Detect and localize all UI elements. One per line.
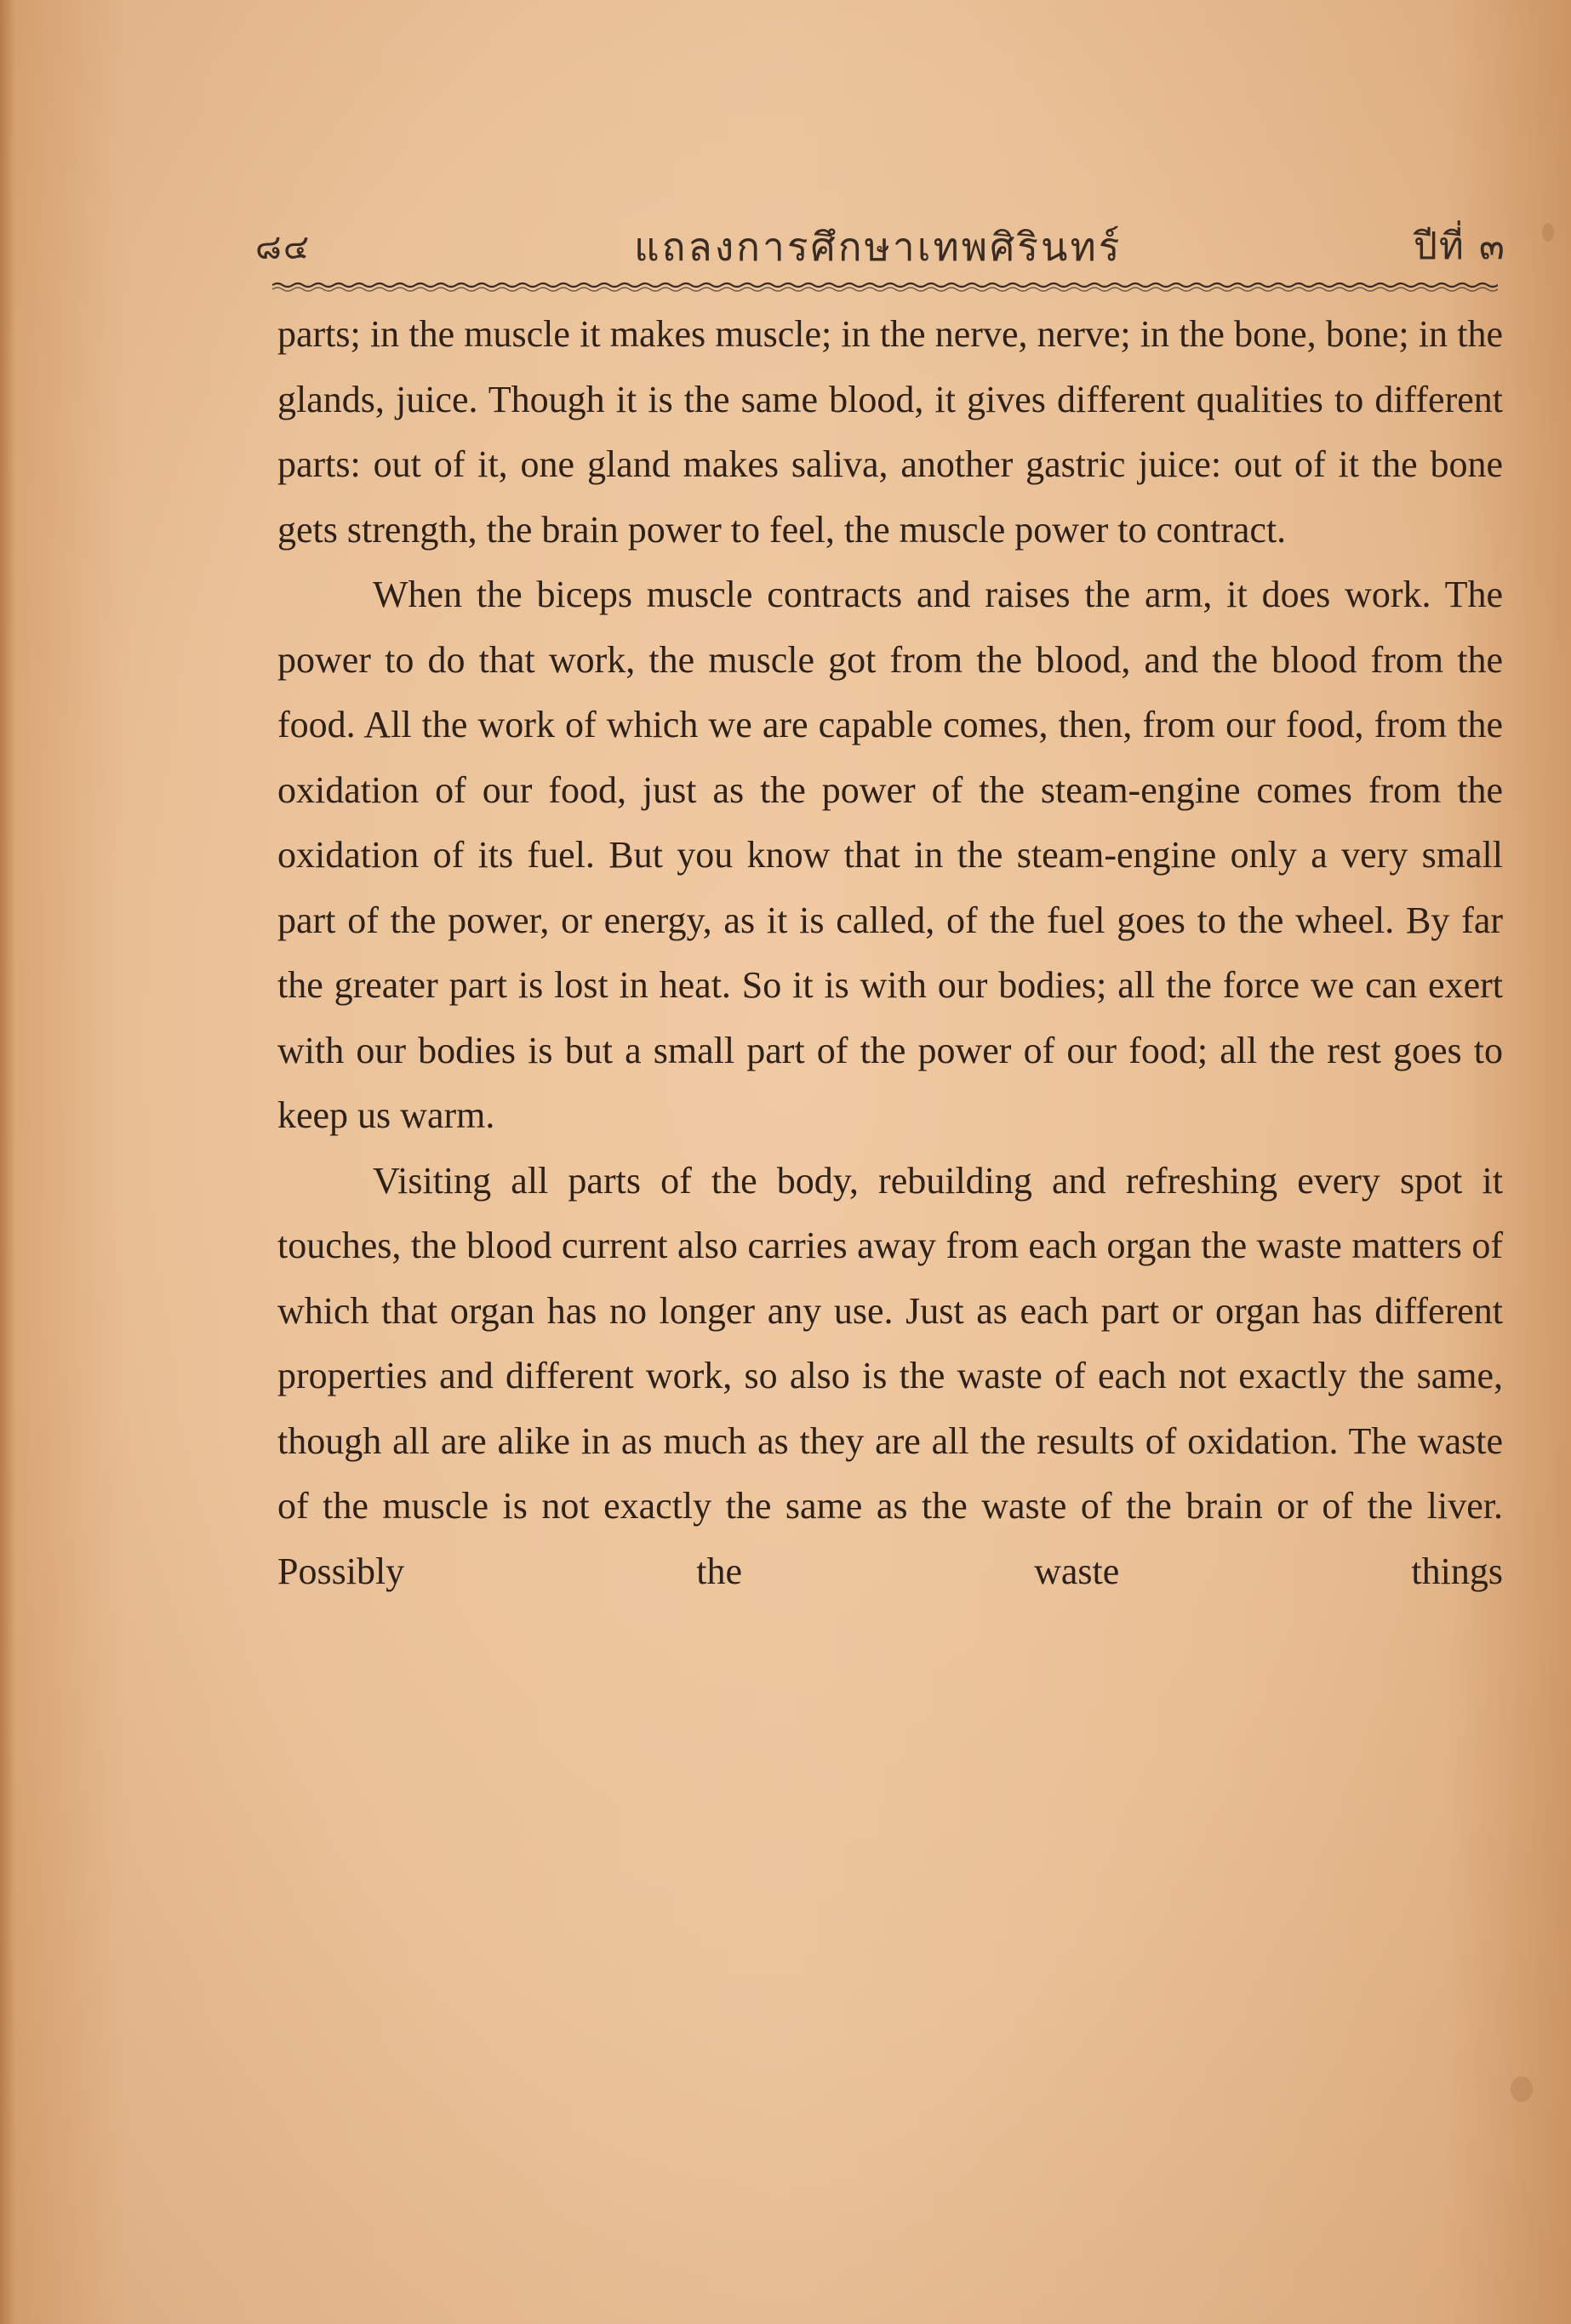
paper-stain: [1511, 2076, 1533, 2102]
paragraph-2: When the biceps muscle contracts and raises the arm, it does work. The power to do that work, the muscle got from the blood, and the blood from the food. All the work of which we are capable comes, then, from our food, from the oxidation of our food, just as the power of the steam-engine comes from the oxidation of its fuel. But you know that in the steam-engine only a very small part of the power, or energy, as it is called, of the fuel goes to the wheel. By far the greater part is lost in heat. So it is with our bodies; all the force we can exert with our bodies is but a small part of the power of our food; all the rest goes to keep us warm.: [277, 574, 1503, 1136]
running-header: [255, 211, 1506, 271]
paper-stain: [1542, 223, 1554, 242]
page-number: ๘๔: [255, 228, 311, 267]
page-edge-shadow: [0, 0, 15, 2324]
running-title: แถลงการศึกษาเทพศิรินทร์: [634, 224, 1123, 270]
body-text: [277, 302, 1503, 1604]
paragraph-1: parts; in the muscle it makes muscle; in the nerve, nerve; in the bone, bone; in the glands, juice. Though it is the same blood, it gives different qualities to different parts: out of it, one gland makes saliva, another gastric juice: out of it the bone gets strength, the brain power to feel, the muscle power to contract.: [277, 313, 1503, 551]
header-wavy-rule: [272, 281, 1498, 293]
paragraph-3: Visiting all parts of the body, rebuilding and refreshing every spot it touches, the blood current also carries away from each organ the waste matters of which that organ has no longer any use. Just as each part or organ has different properties and different work, so also is the waste of each not exactly the same, though all are alike in as much as they are all the results of oxidation. The waste of the muscle is not exactly the same as the waste of the brain or of the liver. Possibly the waste things: [277, 1159, 1503, 1592]
chapter-label: ปีที่ ๓: [1414, 225, 1506, 268]
